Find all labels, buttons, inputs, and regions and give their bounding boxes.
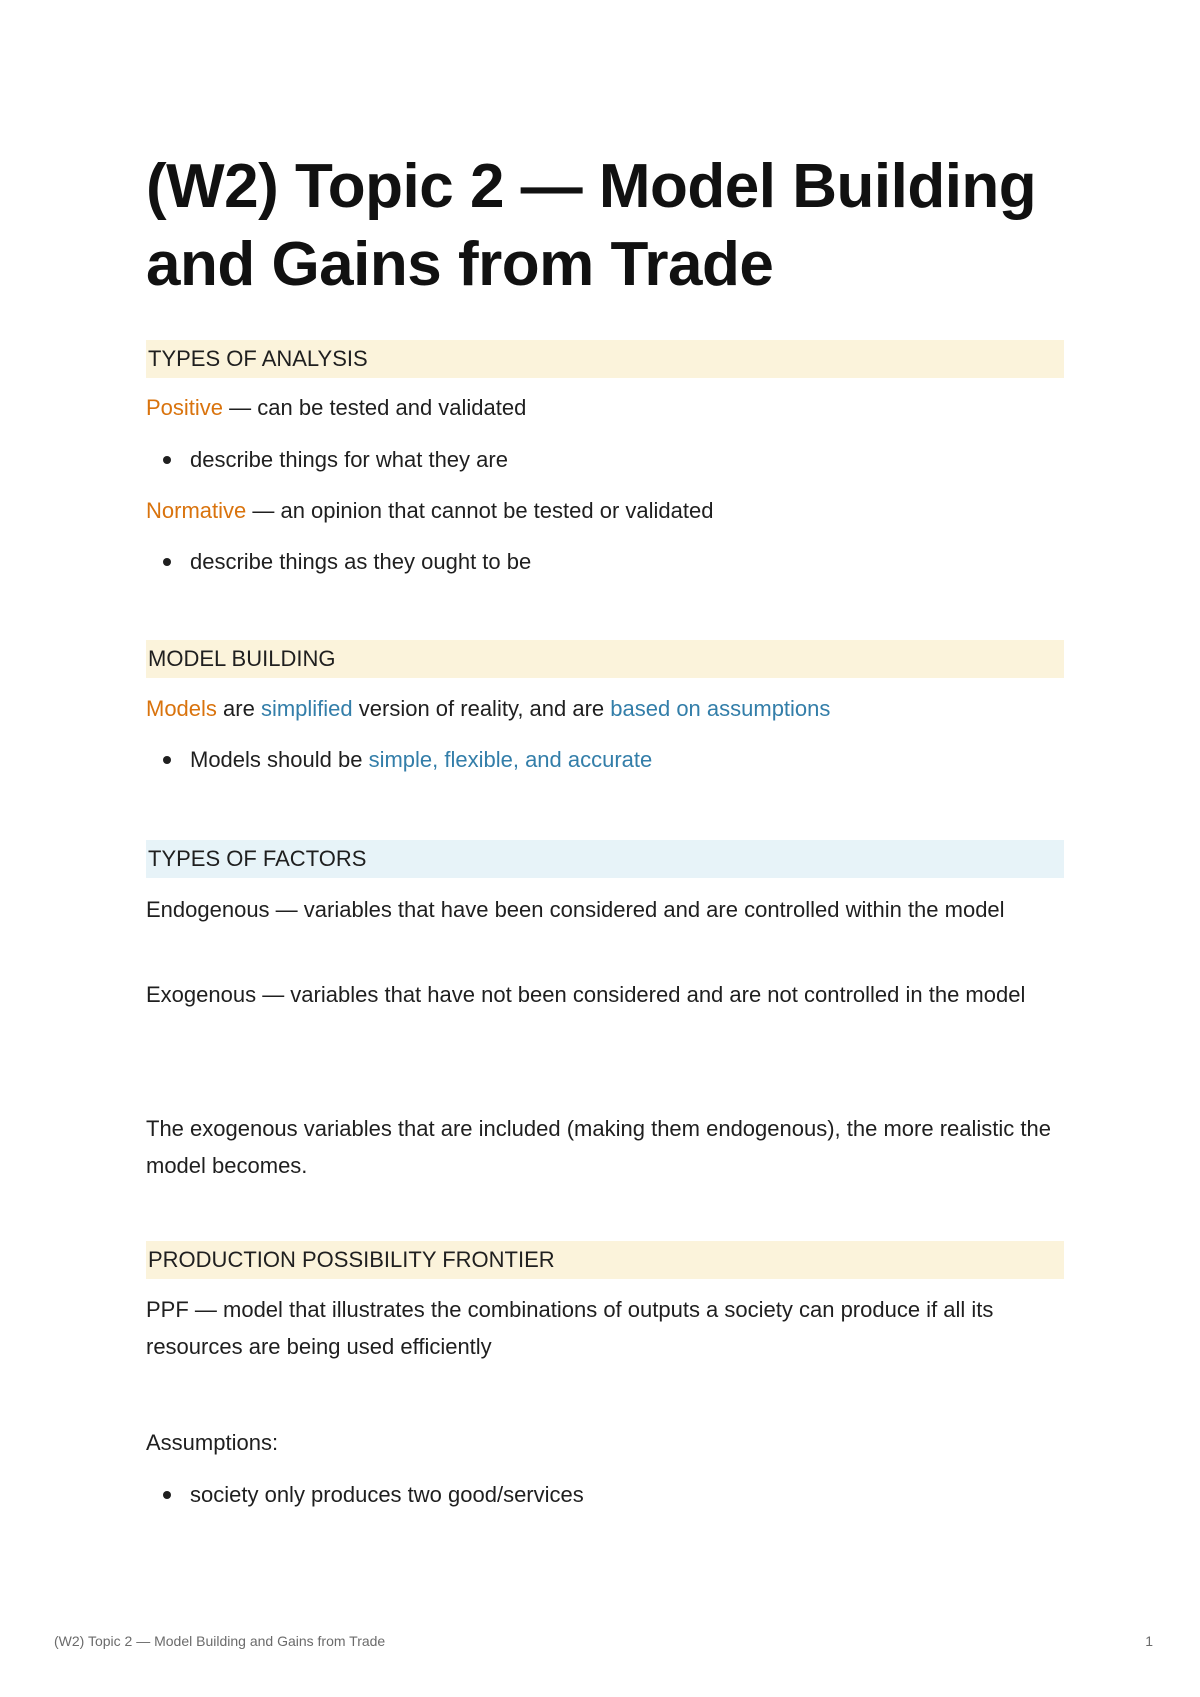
normative-definition [146, 492, 1064, 529]
positive-definition [146, 389, 1064, 426]
endogenous-definition: Endogenous — variables that have been considered and are controlled within the model [146, 897, 1005, 922]
assumptions-label: Assumptions: [146, 1430, 279, 1455]
models-term: Models [146, 696, 217, 721]
models-bullet [190, 741, 1064, 778]
footer-page-number: 1 [1145, 1633, 1153, 1649]
normative-bullet: describe things as they ought to be [190, 543, 1064, 580]
positive-bullet: describe things for what they are [190, 441, 1064, 478]
exogenous-definition: Exogenous — variables that have not been considered and are not controlled in the model [146, 982, 1026, 1007]
section-heading-model-building: MODEL BUILDING [146, 640, 1064, 678]
section-heading-types-of-factors: TYPES OF FACTORS [146, 840, 1064, 878]
positive-term: Positive [146, 395, 224, 420]
section-heading-types-of-analysis: TYPES OF ANALYSIS [146, 340, 1064, 378]
realism-note: The exogenous variables that are included (making them endogenous), the more realistic the model becomes. [146, 1116, 1051, 1178]
assumptions-highlight: based on assumptions [610, 696, 831, 721]
ppf-definition: PPF — model that illustrates the combinations of outputs a society can produce if all its resources are being used efficiently [146, 1297, 994, 1359]
models-bullet-highlight: simple, flexible, and accurate [368, 747, 653, 772]
positive-def-text: — can be tested and validated [223, 395, 527, 420]
normative-term: Normative [146, 498, 247, 523]
simplified-highlight: simplified [260, 696, 353, 721]
section-heading-ppf: PRODUCTION POSSIBILITY FRONTIER [146, 1241, 1064, 1279]
normative-def-text: — an opinion that cannot be tested or validated [246, 498, 714, 523]
footer-title: (W2) Topic 2 — Model Building and Gains from Trade [54, 1633, 386, 1649]
models-text-2: version of reality, and are [352, 696, 611, 721]
assumption-item: society only produces two good/services [190, 1476, 1064, 1513]
models-definition [146, 690, 1064, 727]
models-bullet-prefix: Models should be [190, 747, 369, 772]
page-title: (W2) Topic 2 — Model Building and Gains from Trade [146, 152, 1037, 299]
models-text-1: are [216, 696, 261, 721]
